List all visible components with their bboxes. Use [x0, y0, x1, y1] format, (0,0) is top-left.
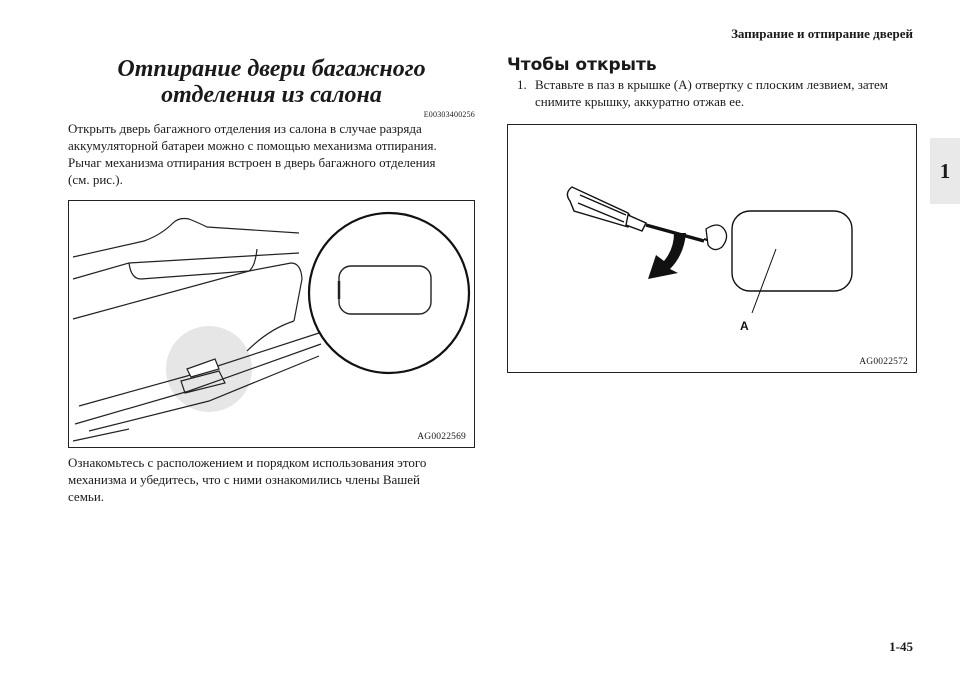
- intro-line: аккумуляторной батареи можно с помощью механизма отпирания.: [68, 138, 437, 153]
- intro-line: Рычаг механизма отпирания встроен в дверь багажного отделения: [68, 155, 436, 170]
- title-line-1: Отпирание двери багажного: [117, 56, 426, 82]
- step-text: [535, 76, 888, 110]
- intro-line: Открыть дверь багажного отделения из салона в случае разряда: [68, 121, 422, 136]
- running-head: Запирание и отпирание дверей: [731, 26, 913, 41]
- note-line: Ознакомьтесь с расположением и порядком использования этого: [68, 455, 427, 470]
- screwdriver-illustration: [508, 125, 916, 372]
- release-tab: [706, 225, 727, 250]
- intro-line: (см. рис.).: [68, 172, 123, 187]
- roof-line: [73, 219, 299, 258]
- note-line: семьи.: [68, 489, 105, 504]
- body-curve: [247, 321, 294, 351]
- section-title: [68, 56, 475, 108]
- tailgate-illustration: [69, 201, 474, 447]
- window-edge: [73, 263, 302, 321]
- left-column: [68, 56, 475, 505]
- note-line: механизма и убедитесь, что с ними ознакомились члены Вашей: [68, 472, 420, 487]
- step-line: снимите крышку, аккуратно отжав ее.: [535, 94, 745, 109]
- tailgate-figure: [68, 200, 475, 448]
- sill-line-4: [73, 429, 129, 441]
- callout-label: A: [740, 319, 749, 333]
- page-number: 1-45: [889, 639, 913, 654]
- intro-paragraph: [68, 120, 475, 188]
- screwdriver-figure: [507, 124, 917, 373]
- note-paragraph: [68, 454, 475, 505]
- title-line-2: отделения из салона: [161, 82, 382, 108]
- subsection-heading: Чтобы открыть: [507, 55, 657, 75]
- figure-code: AG0022569: [417, 432, 466, 442]
- magnified-lever: [339, 266, 431, 314]
- section-code: E00303400256: [423, 110, 475, 119]
- step-number: 1.: [517, 77, 527, 92]
- screwdriver-icon: [567, 187, 716, 243]
- right-column: [507, 54, 917, 373]
- rotate-arrow-icon: [648, 233, 686, 279]
- figure-code: AG0022572: [859, 357, 908, 367]
- chapter-tab: 1: [930, 138, 960, 204]
- step-line: Вставьте в паз в крышке (A) отвертку с плоским лезвием, затем: [535, 77, 889, 92]
- step-1: [517, 76, 917, 110]
- cover-panel: [732, 211, 852, 291]
